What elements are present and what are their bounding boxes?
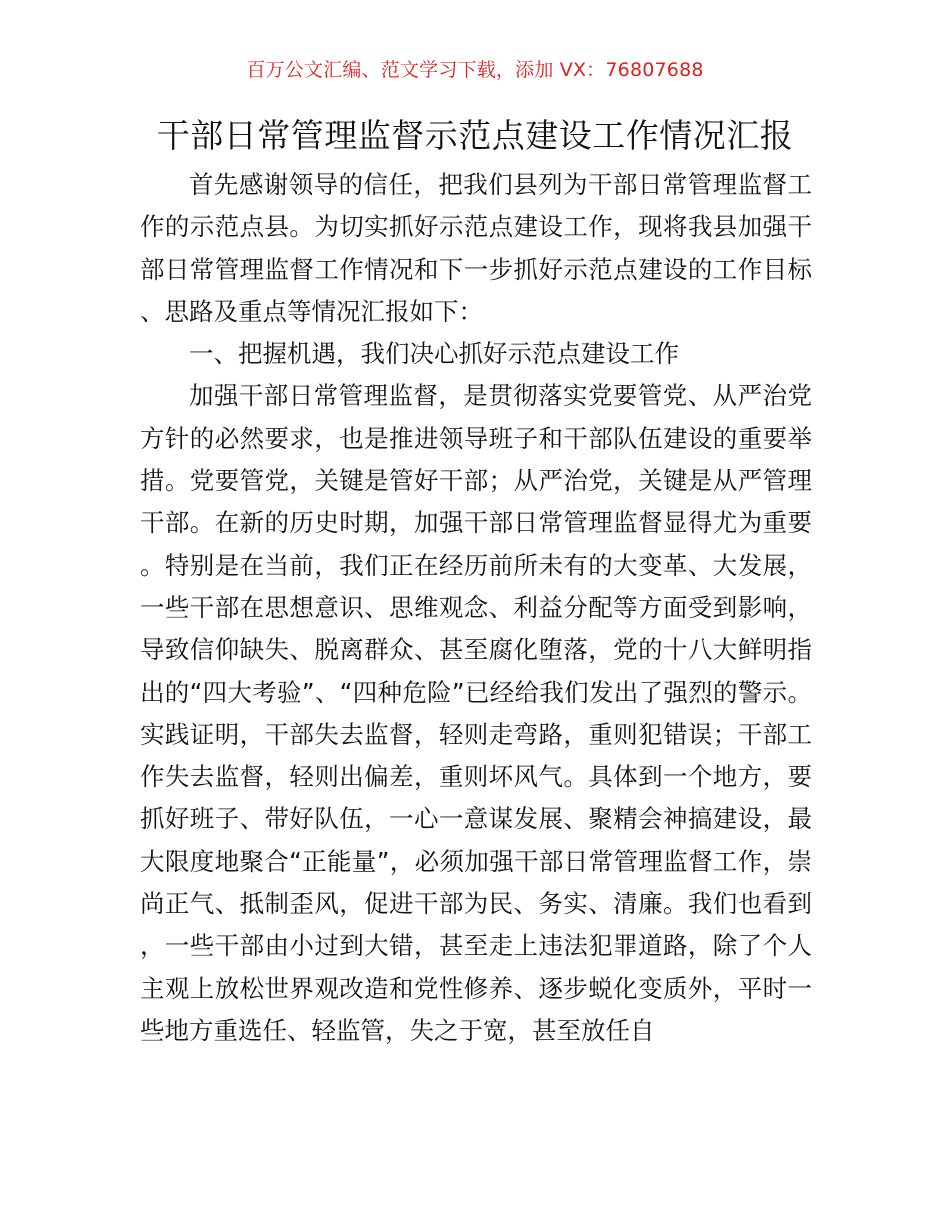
document-body (140, 164, 812, 1052)
intro-paragraph: 首先感谢领导的信任，把我们县列为干部日常管理监督工作的示范点县。为切实抓好示范点建设工作，现将我县加强干部日常管理监督工作情况和下一步抓好示范点建设的工作目标、思路及重点等情况汇报如下： (140, 170, 812, 326)
watermark-header: 百万公文汇编、范文学习下载，添加 VX：76807688 (246, 59, 704, 81)
body-paragraph: 加强干部日常管理监督，是贯彻落实党要管党、从严治党方针的必然要求，也是推进领导班子和干部队伍建设的重要举措。党要管党，关键是管好干部；从严治党，关键是从严管理干部。在新的历史时期，加强干部日常管理监督显得尤为重要。特别是在当前，我们正在经历前所未有的大变革、大发展，一些干部在思想意识、思维观念、利益分配等方面受到影响，导致信仰缺失、脱离群众、甚至腐化堕落，党的十八大鲜明指出的“四大考验”、“四种危险”已经给我们发出了强烈的警示。实践证明，干部失去监督，轻则走弯路，重则犯错误；干部工作失去监督，轻则出偏差，重则坏风气。具体到一个地方，要抓好班子、带好队伍，一心一意谋发展、聚精会神搞建设，最大限度地聚合“正能量”，必须加强干部日常管理监督工作，崇尚正气、抵制歪风，促进干部为民、务实、清廉。我们也看到，一些干部由小过到大错，甚至走上违法犯罪道路，除了个人主观上放松世界观改造和党性修养、逐步蜕化变质外，平时一些地方重选任、轻监管，失之于宽，甚至放任自 (140, 381, 812, 1045)
section-heading-1: 一、把握机遇，我们决心抓好示范点建设工作 (189, 339, 679, 369)
page-title: 干部日常管理监督示范点建设工作情况汇报 (156, 116, 794, 155)
